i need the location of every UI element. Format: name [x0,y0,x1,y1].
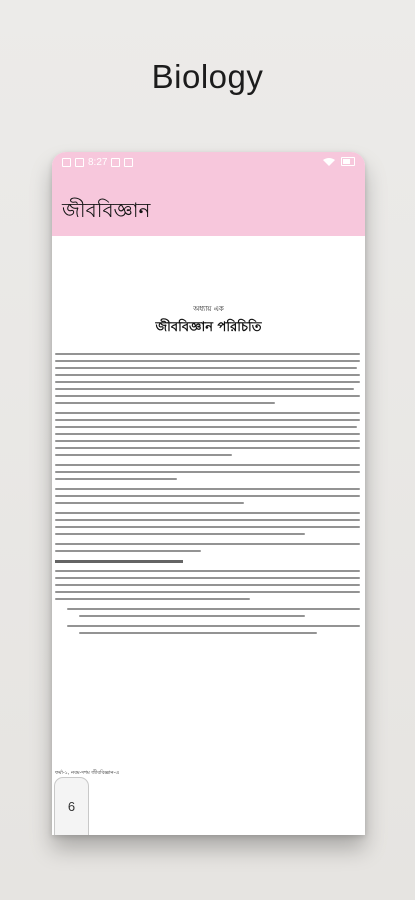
sim-icon [75,158,84,167]
paragraph-1 [55,353,360,404]
paragraph-7 [55,570,360,600]
document-body-text [55,353,360,642]
page-number-badge[interactable]: 6 [54,777,89,835]
status-time: 8:27 [88,157,108,168]
paragraph-3 [55,464,360,480]
battery-icon [341,157,355,166]
paragraph-6 [55,543,360,552]
download-icon [124,158,133,167]
app-bar [52,152,365,236]
chapter-title: জীববিজ্ঞান পরিচিতি [155,320,262,335]
page-footer: ফর্মা-১, নবম-দশম জীববিজ্ঞান-এ [55,770,120,776]
section-heading [55,560,183,563]
app-title: জীববিজ্ঞান [62,198,151,222]
list-item-1 [55,608,360,617]
phone-frame [52,152,365,835]
paragraph-4 [55,488,360,504]
document-page[interactable] [52,236,365,835]
notification-icon [62,158,71,167]
wifi-icon [323,158,335,166]
promo-title: Biology [151,58,264,95]
app-notification-icon [111,158,120,167]
list-item-2 [55,625,360,634]
paragraph-2 [55,412,360,456]
chapter-label: অধ্যায় এক [193,305,224,313]
paragraph-5 [55,512,360,535]
status-bar [52,152,365,176]
